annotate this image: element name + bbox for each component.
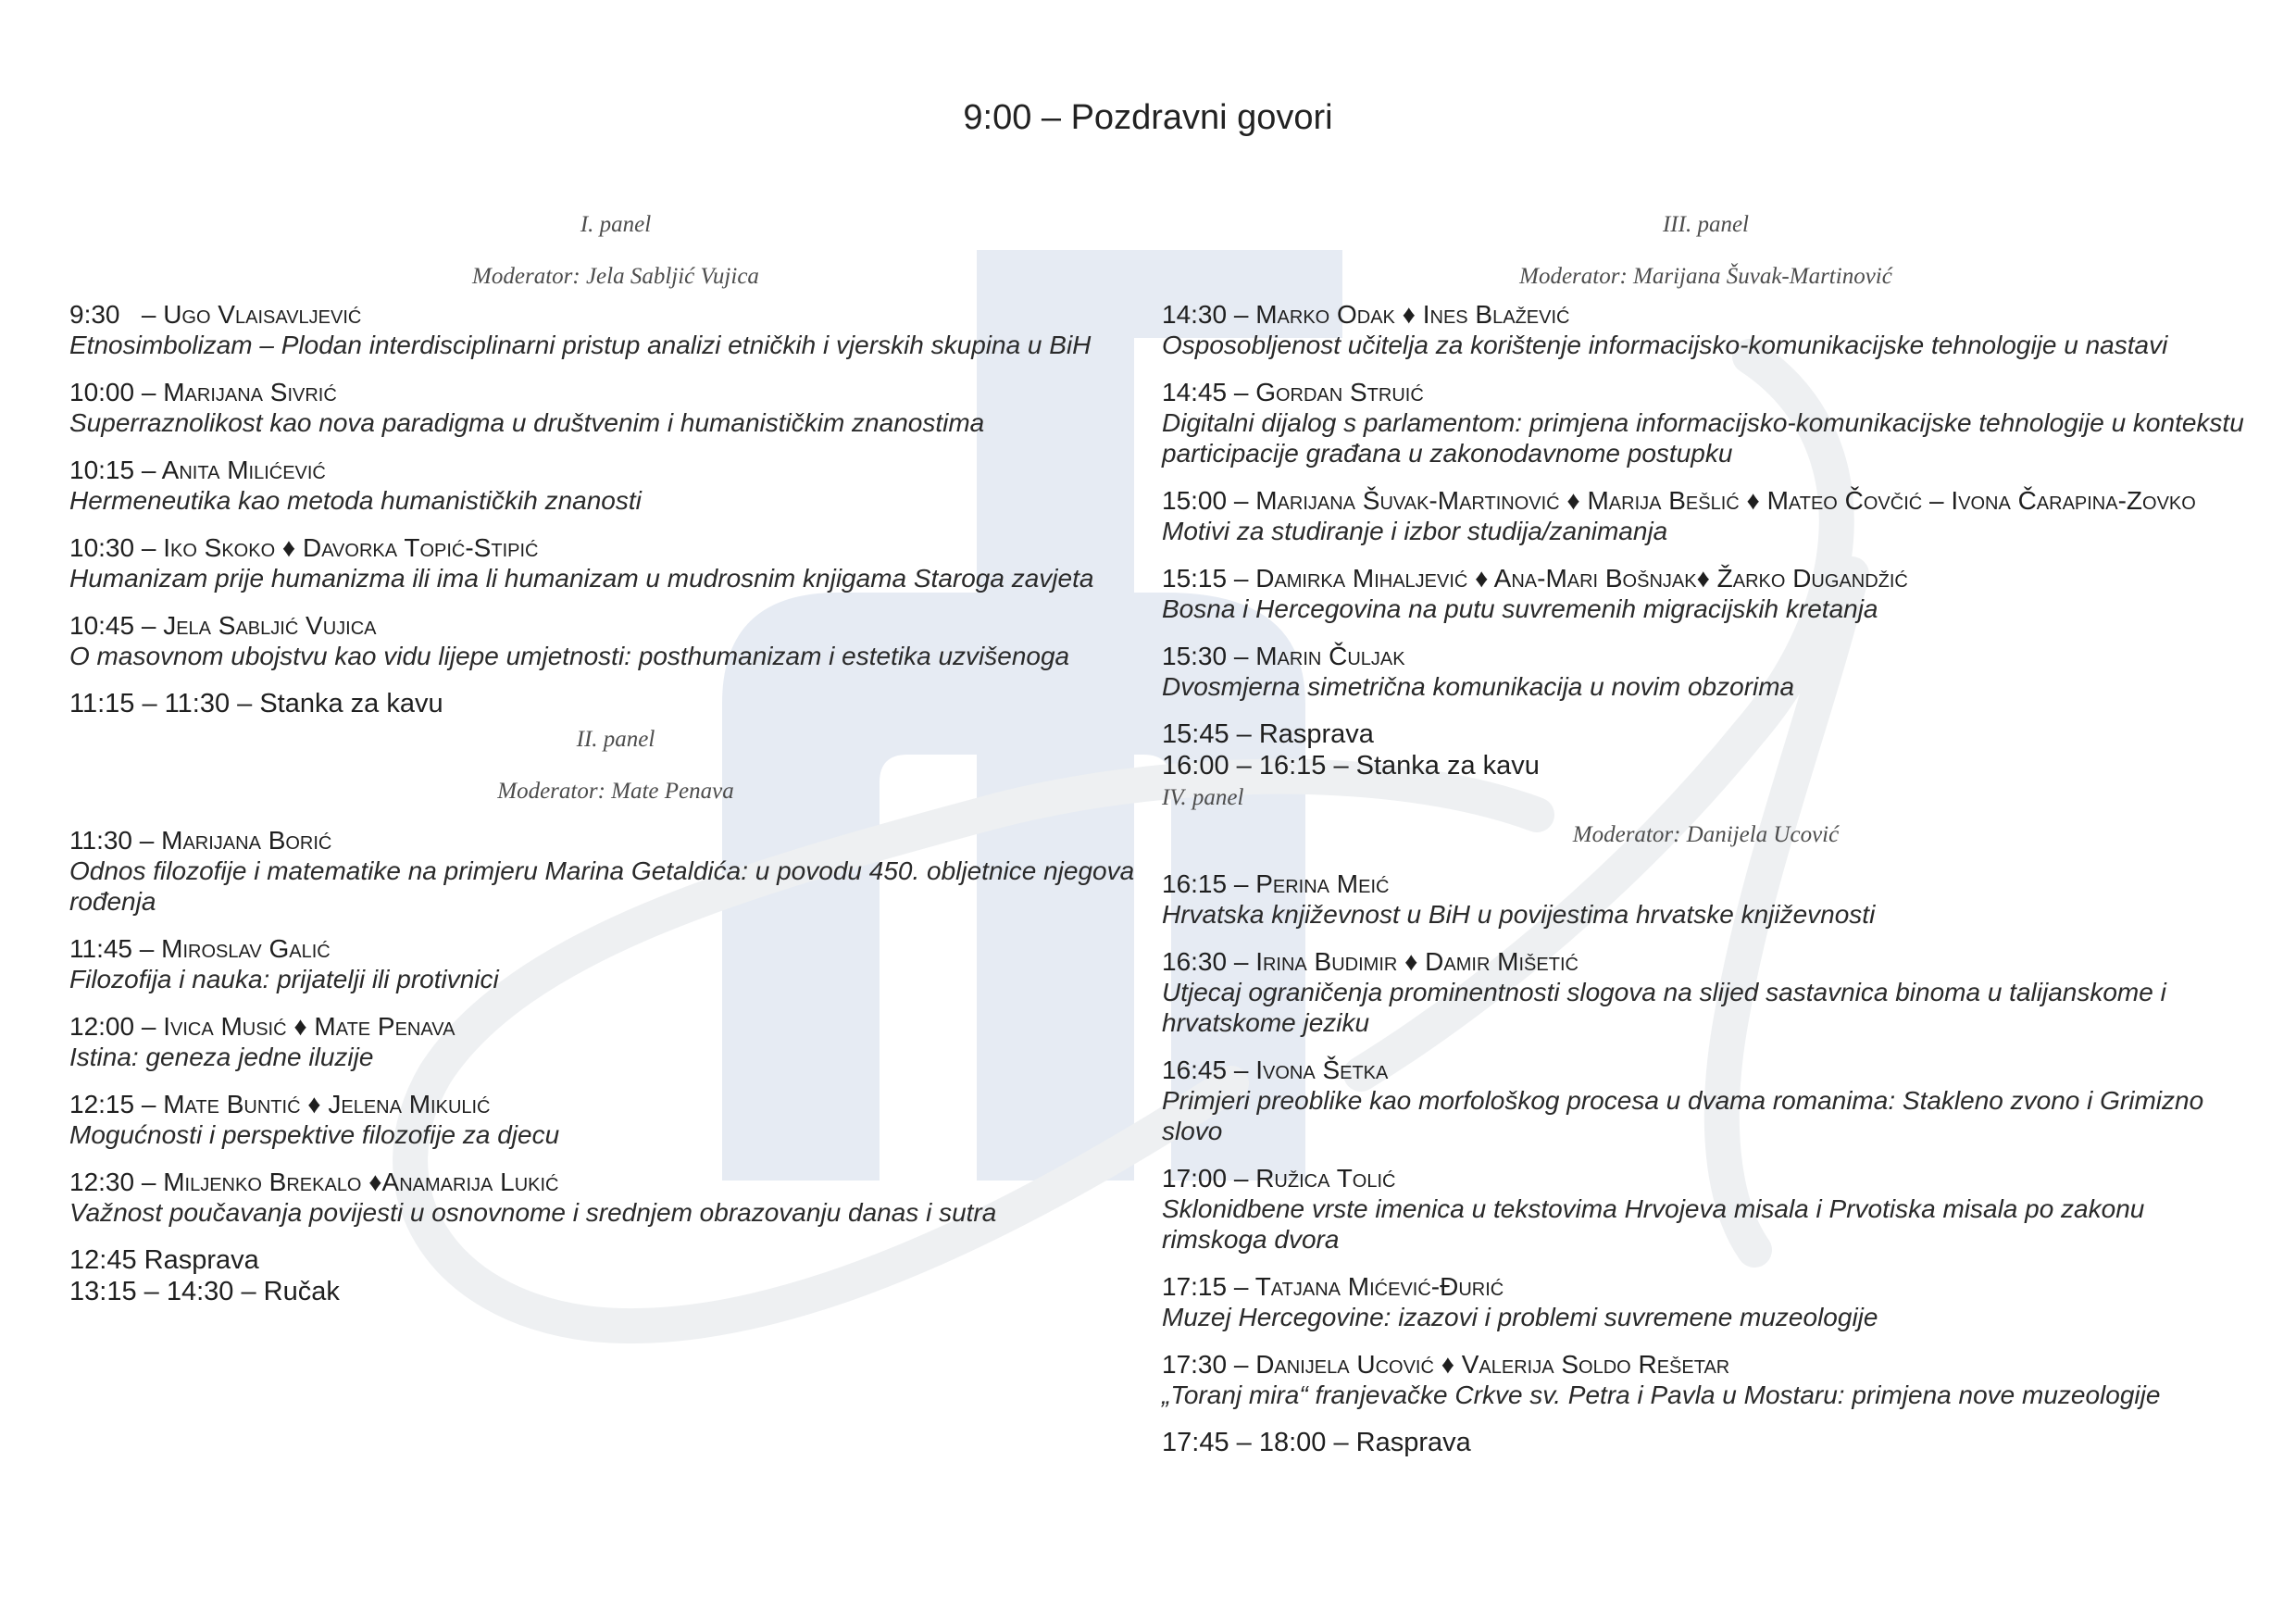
lunch-break: 13:15 – 14:30 – Ručak: [69, 1277, 340, 1306]
talk-time: 17:15: [1162, 1272, 1228, 1301]
talk-item: [1162, 946, 2250, 1038]
talk-time: 11:45: [69, 934, 132, 963]
talk-authors: – Marko Odak ♦ Ines Blažević: [1233, 300, 1570, 329]
talk-time: 15:00: [1162, 486, 1228, 515]
talk-time: 14:45: [1162, 378, 1228, 406]
talk-time: 12:30: [69, 1168, 135, 1196]
talk-title: Bosna i Hercegovina na putu suvremenih migracijskih kretanja: [1162, 594, 1878, 623]
talk-authors: – Mate Buntić ♦ Jelena Mikulić: [141, 1090, 491, 1118]
talk-item: [69, 1089, 1162, 1150]
talk-time: 10:00: [69, 378, 135, 406]
talk-item: [69, 377, 1162, 438]
talk-title: Sklonidbene vrste imenica u tekstovima Hrvojeva misala i Prvotiska misala po zakonu rimskoga dvora: [1162, 1194, 2145, 1254]
talk-authors: – Perina Meić: [1233, 869, 1390, 898]
talk-title: Motivi za studiranje i izbor studija/zanimanja: [1162, 517, 1668, 545]
talk-title: Utjecaj ograničenja prominentnosti slogova na slijed sastavnica binoma u talijanskome i hrvatskome jeziku: [1162, 978, 2166, 1037]
talk-authors: – Irina Budimir ♦ Damir Mišetić: [1233, 947, 1578, 976]
talk-item: [1162, 299, 2250, 360]
talk-item: [1162, 641, 2250, 702]
talk-time: 10:15: [69, 456, 135, 484]
talk-time: 16:45: [1162, 1056, 1228, 1084]
talk-item: [69, 825, 1162, 917]
talk-title: Važnost poučavanja povijesti u osnovnome i srednjem obrazovanju danas i sutra: [69, 1198, 997, 1227]
talk-authors: – Marijana Sivrić: [141, 378, 337, 406]
talk-authors: – Miljenko Brekalo ♦Anamarija Lukić: [141, 1168, 559, 1196]
talk-time: 9:30: [69, 300, 120, 329]
panel-title: IV. panel: [1162, 785, 1244, 810]
panel-moderator: Moderator: Jela Sabljić Vujica: [472, 264, 759, 289]
left-column: [69, 208, 1162, 1307]
talk-authors: – Marijana Šuvak-Martinović ♦ Marija Bešlić ♦ Mateo Čovčić – Ivona Čarapina-Zovko: [1233, 486, 2196, 515]
talk-time: 12:15: [69, 1090, 135, 1118]
discussion: 15:45 – Rasprava: [1162, 719, 1374, 749]
talk-authors: – Ivona Šetka: [1233, 1056, 1389, 1084]
talk-authors: – Damirka Mihaljević ♦ Ana-Mari Bošnjak♦ Žarko Dugandžić: [1233, 564, 1908, 593]
talk-title: Osposobljenost učitelja za korištenje informacijsko-komunikacijske tehnologije u nastavi: [1162, 331, 2168, 359]
talk-item: [1162, 1055, 2250, 1146]
talk-authors: – Jela Sabljić Vujica: [141, 611, 377, 640]
talk-title: Filozofija i nauka: prijatelji ili protivnici: [69, 965, 499, 993]
talk-item: [1162, 1163, 2250, 1255]
panel-moderator: Moderator: Mate Penava: [497, 779, 734, 804]
talk-authors: – Ružica Tolić: [1233, 1164, 1396, 1193]
panel-title: I. panel: [580, 212, 652, 237]
talk-item: [69, 532, 1162, 593]
panel-title: III. panel: [1662, 212, 1750, 237]
talk-authors: – Gordan Struić: [1233, 378, 1424, 406]
page-title: 9:00 – Pozdravni govori: [963, 98, 1333, 137]
talk-authors: – Ivica Musić ♦ Mate Penava: [141, 1012, 455, 1041]
talk-title: Dvosmjerna simetrična komunikacija u novim obzorima: [1162, 672, 1795, 701]
talk-title: Muzej Hercegovine: izazovi i problemi suvremene muzeologije: [1162, 1303, 1878, 1331]
talk-time: 16:15: [1162, 869, 1228, 898]
talk-item: [1162, 563, 2250, 624]
talk-time: 14:30: [1162, 300, 1228, 329]
talk-time: 16:30: [1162, 947, 1228, 976]
talk-item: [69, 299, 1162, 360]
talk-item: [1162, 868, 2250, 930]
coffee-break: 11:15 – 11:30 – Stanka za kavu: [69, 689, 443, 718]
talk-item: [1162, 377, 2250, 468]
talk-time: 15:15: [1162, 564, 1228, 593]
talk-title: Hermeneutika kao metoda humanističkih znanosti: [69, 486, 642, 515]
talk-time: 17:00: [1162, 1164, 1228, 1193]
panel-moderator: Moderator: Danijela Ucović: [1572, 822, 1840, 847]
panel-title: II. panel: [576, 727, 655, 752]
talk-title: „Toranj mira“ franjevačke Crkve sv. Petra i Pavla u Mostaru: primjena nove muzeologije: [1162, 1380, 2161, 1409]
talk-time: 11:30: [69, 826, 132, 855]
talk-item: [69, 1011, 1162, 1072]
talk-authors: – Ugo Vlaisavljević: [141, 300, 362, 329]
talk-authors: – Anita Milićević: [141, 456, 326, 484]
talk-authors: – Miroslav Galić: [139, 934, 331, 963]
panel-moderator: Moderator: Marijana Šuvak-Martinović: [1519, 264, 1892, 289]
talk-authors: – Marin Čuljak: [1233, 642, 1405, 670]
talk-title: Istina: geneza jedne iluzije: [69, 1043, 374, 1071]
talk-authors: – Marijana Borić: [139, 826, 332, 855]
talk-time: 17:30: [1162, 1350, 1228, 1379]
talk-title: O masovnom ubojstvu kao vidu lijepe umjetnosti: posthumanizam i estetika uzvišenoga: [69, 642, 1070, 670]
talk-item: [69, 610, 1162, 671]
talk-authors: – Iko Skoko ♦ Davorka Topić-Stipić: [141, 533, 539, 562]
talk-title: Odnos filozofije i matematike na primjeru Marina Getaldića: u povodu 450. obljetnice njegova rođenja: [69, 856, 1135, 916]
talk-time: 10:45: [69, 611, 135, 640]
talk-title: Humanizam prije humanizma ili ima li humanizam u mudrosnim knjigama Staroga zavjeta: [69, 564, 1094, 593]
talk-title: Primjeri preoblike kao morfološkog procesa u dvama romanima: Stakleno zvono i Grimizno slovo: [1162, 1086, 2204, 1145]
talk-title: Mogućnosti i perspektive filozofije za djecu: [69, 1120, 560, 1149]
talk-time: 10:30: [69, 533, 135, 562]
discussion: 12:45 Rasprava: [69, 1245, 259, 1275]
talk-authors: – Tatjana Mićević-Đurić: [1233, 1272, 1504, 1301]
talk-title: Superraznolikost kao nova paradigma u društvenim i humanističkim znanostima: [69, 408, 985, 437]
right-column: [1162, 208, 2250, 1458]
talk-item: [69, 933, 1162, 994]
talk-item: [1162, 485, 2250, 546]
discussion: 17:45 – 18:00 – Rasprava: [1162, 1428, 1471, 1457]
talk-item: [69, 1167, 1162, 1228]
talk-item: [1162, 1271, 2250, 1332]
talk-time: 15:30: [1162, 642, 1228, 670]
coffee-break: 16:00 – 16:15 – Stanka za kavu: [1162, 751, 1540, 781]
talk-title: Digitalni dijalog s parlamentom: primjena informacijsko-komunikacijske tehnologije u kontekstu participacije građana u zakonodavnome postupku: [1162, 408, 2244, 468]
talk-title: Hrvatska književnost u BiH u povijestima hrvatske književnosti: [1162, 900, 1876, 929]
talk-title: Etnosimbolizam – Plodan interdisciplinarni pristup analizi etničkih i vjerskih skupina u BiH: [69, 331, 1092, 359]
talk-item: [1162, 1349, 2250, 1410]
talk-authors: – Danijela Ucović ♦ Valerija Soldo Rešetar: [1233, 1350, 1730, 1379]
talk-item: [69, 455, 1162, 516]
talk-time: 12:00: [69, 1012, 135, 1041]
